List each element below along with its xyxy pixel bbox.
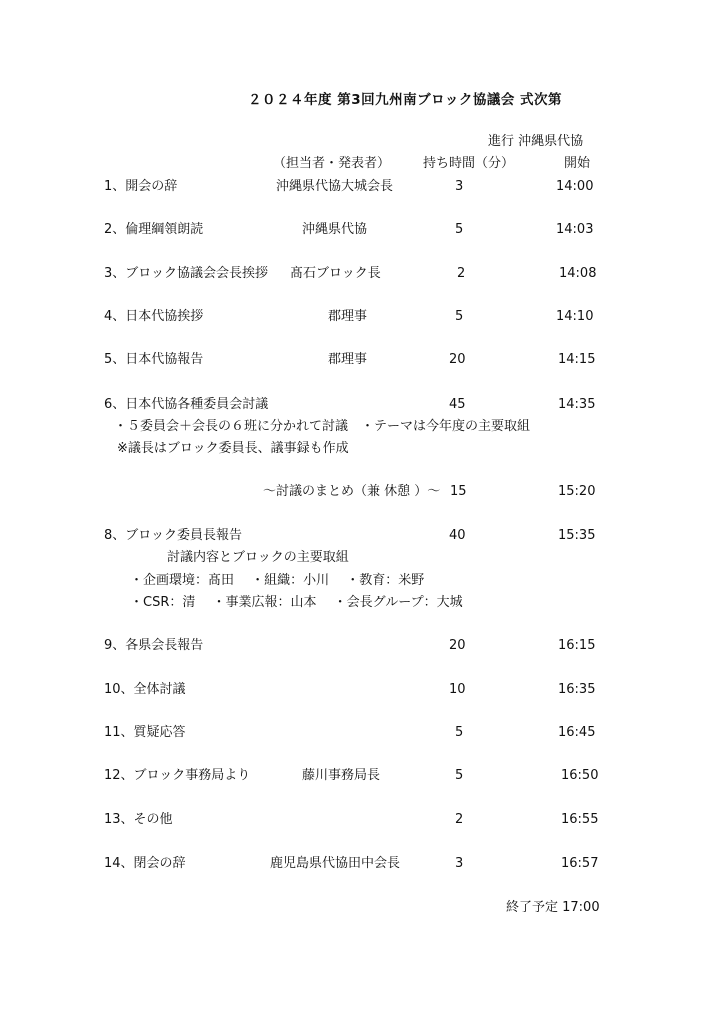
header-presenter: （担当者・発表者） [273, 156, 391, 171]
summary-label: ～討議のまとめ（兼 休憩 ）～ [263, 484, 441, 499]
item-start: 16:15 [558, 638, 596, 653]
item-presenter: 鹿児島県代協田中会長 [270, 856, 401, 871]
item-presenter: 沖縄県代協大城会長 [276, 179, 394, 194]
item-label: 4、日本代協挨拶 [104, 309, 204, 324]
item-start: 14:08 [559, 266, 597, 281]
item-duration: 20 [449, 638, 466, 653]
item-duration: 45 [449, 397, 466, 412]
item-duration: 5 [455, 725, 464, 740]
item-presenter: 郡理事 [328, 309, 368, 324]
item-start: 16:45 [558, 725, 596, 740]
item-label: 13、その他 [104, 812, 173, 827]
item-note: ・企画環境：髙田 ・組織：小川 ・教育：米野 [130, 573, 425, 588]
document-title: ２０２４年度 第3回九州南ブロック協議会 式次第 [248, 92, 563, 108]
item-label: 10、全体討議 [104, 682, 186, 697]
item-label: 5、日本代協報告 [104, 352, 204, 367]
item-label: 14、閉会の辞 [104, 856, 186, 871]
item-duration: 10 [449, 682, 466, 697]
summary-duration: 15 [450, 484, 467, 499]
item-presenter: 沖縄県代協 [302, 222, 368, 237]
item-start: 16:35 [558, 682, 596, 697]
item-duration: 3 [455, 179, 464, 194]
item-duration: 3 [455, 856, 464, 871]
item-label: 12、ブロック事務局より [104, 768, 251, 783]
moderator: 進行 沖縄県代協 [488, 134, 584, 149]
item-start: 14:10 [556, 309, 594, 324]
item-duration: 5 [455, 309, 464, 324]
item-label: 8、ブロック委員長報告 [104, 528, 243, 543]
item-presenter: 髙石ブロック長 [290, 266, 381, 281]
item-start: 16:55 [561, 812, 599, 827]
item-label: 6、日本代協各種委員会討議 [104, 397, 269, 412]
item-duration: 40 [449, 528, 466, 543]
item-duration: 2 [457, 266, 466, 281]
item-start: 14:35 [558, 397, 596, 412]
summary-start: 15:20 [558, 484, 596, 499]
item-duration: 20 [449, 352, 466, 367]
item-label: 11、質疑応答 [104, 725, 186, 740]
item-label: 2、倫理綱領朗読 [104, 222, 204, 237]
item-presenter: 藤川事務局長 [302, 768, 381, 783]
header-start: 開始 [564, 156, 591, 171]
item-start: 14:00 [556, 179, 594, 194]
item-note: ・５委員会＋会長の６班に分かれて討議 ・テーマは今年度の主要取組 [114, 419, 531, 434]
item-note: ※議長はブロック委員長、議事録も作成 [117, 441, 349, 456]
item-duration: 2 [455, 812, 464, 827]
item-duration: 5 [455, 768, 464, 783]
item-label: 9、各県会長報告 [104, 638, 204, 653]
item-note: ・CSR：清 ・事業広報：山本 ・会長グループ：大城 [130, 595, 463, 610]
header-duration: 持ち時間（分） [423, 156, 515, 171]
item-start: 15:35 [558, 528, 596, 543]
item-label: 1、開会の辞 [104, 179, 178, 194]
item-note: 討議内容とブロックの主要取組 [167, 550, 349, 565]
item-presenter: 郡理事 [328, 352, 368, 367]
end-time: 終了予定 17:00 [506, 900, 600, 915]
item-label: 3、ブロック協議会会長挨拶 [104, 266, 269, 281]
item-duration: 5 [455, 222, 464, 237]
item-start: 14:03 [556, 222, 594, 237]
item-start: 16:57 [561, 856, 599, 871]
item-start: 14:15 [558, 352, 596, 367]
item-start: 16:50 [561, 768, 599, 783]
